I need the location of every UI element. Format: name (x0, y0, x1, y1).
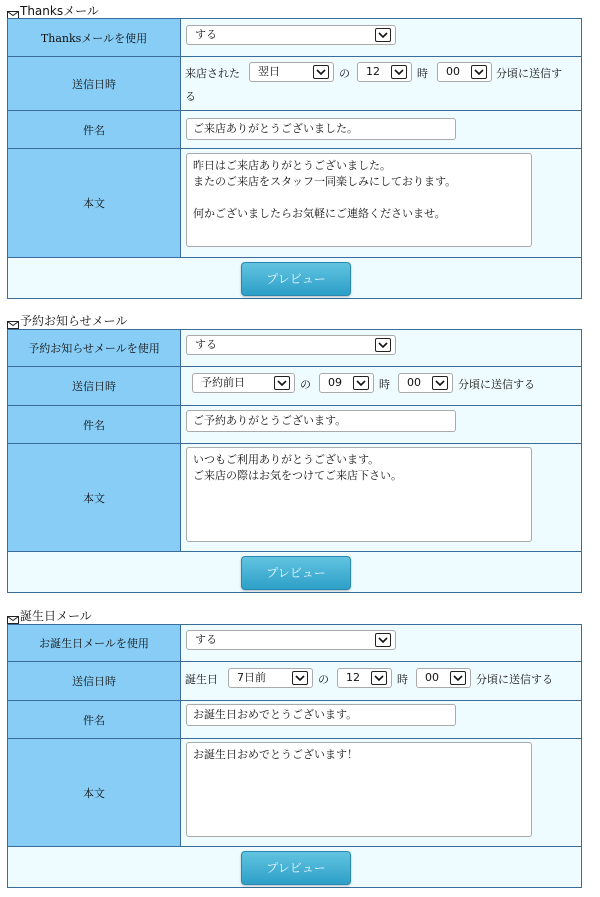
birthday-settings-panel (7, 624, 582, 888)
send-time-label: 送信日時 (8, 57, 181, 110)
preview-button[interactable]: プレビュー (241, 851, 351, 885)
chevron-down-icon (353, 376, 369, 390)
chevron-down-icon (391, 65, 407, 79)
body-label: 本文 (8, 149, 181, 257)
of-text: の (318, 673, 329, 686)
subject-label: 件名 (8, 111, 181, 148)
body-textarea[interactable]: 昨日はご来店ありがとうございました。 またのご来店をスタッフ一同楽しみにしております。 何かございましたらお気軽にご連絡くださいませ。 (186, 153, 532, 247)
send-time-row (8, 57, 581, 111)
subject-input[interactable]: お誕生日おめでとうございます。 (186, 704, 456, 726)
subject-input[interactable]: ご予約ありがとうございます。 (186, 410, 456, 432)
use-row (8, 330, 581, 367)
send-suffix-text: 分頃に送信する (476, 673, 553, 686)
button-row (8, 258, 581, 298)
use-select[interactable]: する (186, 630, 396, 650)
hour-select[interactable]: 12 (357, 62, 412, 82)
send-suffix-text: 分頃に送信する (458, 378, 535, 391)
send-prefix-text: 来店された (185, 67, 240, 80)
send-time-row (8, 662, 581, 701)
subject-row (8, 406, 581, 444)
subject-input[interactable]: ご来店ありがとうございました。 (186, 118, 456, 140)
subject-row (8, 701, 581, 739)
chevron-down-icon (450, 671, 466, 685)
subject-label: 件名 (8, 701, 181, 738)
section-title (7, 608, 92, 624)
body-textarea[interactable]: いつもご利用ありがとうございます。 ご来店の際はお気をつけてご来店下さい。 (186, 447, 532, 542)
mail-icon (7, 612, 19, 620)
section-title (7, 3, 99, 19)
hour-select[interactable]: 09 (319, 373, 374, 393)
chevron-down-icon (375, 633, 391, 647)
of-text: の (300, 378, 311, 391)
use-label: 予約お知らせメールを使用 (8, 330, 181, 366)
chevron-down-icon (313, 65, 329, 79)
use-row (8, 625, 581, 662)
mail-icon (7, 317, 19, 325)
body-label: 本文 (8, 739, 181, 846)
section-title-text: 誕生日メール (20, 609, 92, 623)
chevron-down-icon (274, 376, 290, 390)
day-select[interactable]: 予約前日 (192, 373, 295, 393)
use-select[interactable]: する (186, 25, 396, 45)
minute-select[interactable]: 00 (437, 62, 492, 82)
body-row (8, 739, 581, 847)
chevron-down-icon (471, 65, 487, 79)
use-row (8, 19, 581, 57)
hour-unit-text: 時 (379, 378, 390, 391)
chevron-down-icon (371, 671, 387, 685)
body-label: 本文 (8, 444, 181, 551)
use-label: Thanksメールを使用 (8, 19, 181, 56)
use-select[interactable]: する (186, 335, 396, 355)
minute-select[interactable]: 00 (398, 373, 453, 393)
mail-icon (7, 7, 19, 15)
chevron-down-icon (375, 28, 391, 42)
section-title-text: Thanksメール (20, 4, 99, 18)
section-title (7, 313, 127, 329)
hour-unit-text: 時 (397, 673, 408, 686)
preview-button[interactable]: プレビュー (241, 262, 351, 296)
subject-row (8, 111, 581, 149)
of-text: の (339, 67, 350, 80)
preview-button[interactable]: プレビュー (241, 556, 351, 590)
body-textarea[interactable]: お誕生日おめでとうございます！ (186, 742, 532, 837)
subject-label: 件名 (8, 406, 181, 443)
send-time-label: 送信日時 (8, 367, 181, 405)
thanks-settings-panel (7, 18, 582, 299)
use-label: お誕生日メールを使用 (8, 625, 181, 661)
chevron-down-icon (432, 376, 448, 390)
send-suffix-wrap-text: る (185, 90, 196, 103)
day-select[interactable]: 翌日 (249, 62, 334, 82)
section-title-text: 予約お知らせメール (20, 314, 128, 328)
button-row (8, 552, 581, 592)
reservation-settings-panel (7, 329, 582, 593)
send-time-row (8, 367, 581, 406)
send-time-label: 送信日時 (8, 662, 181, 700)
send-suffix-text: 分頃に送信す (496, 67, 562, 80)
body-row (8, 149, 581, 258)
chevron-down-icon (375, 338, 391, 352)
hour-unit-text: 時 (417, 67, 428, 80)
chevron-down-icon (292, 671, 308, 685)
minute-select[interactable]: 00 (416, 668, 471, 688)
hour-select[interactable]: 12 (337, 668, 392, 688)
body-row (8, 444, 581, 552)
button-row (8, 847, 581, 887)
send-prefix-text: 誕生日 (185, 673, 218, 686)
day-select[interactable]: 7日前 (228, 668, 313, 688)
